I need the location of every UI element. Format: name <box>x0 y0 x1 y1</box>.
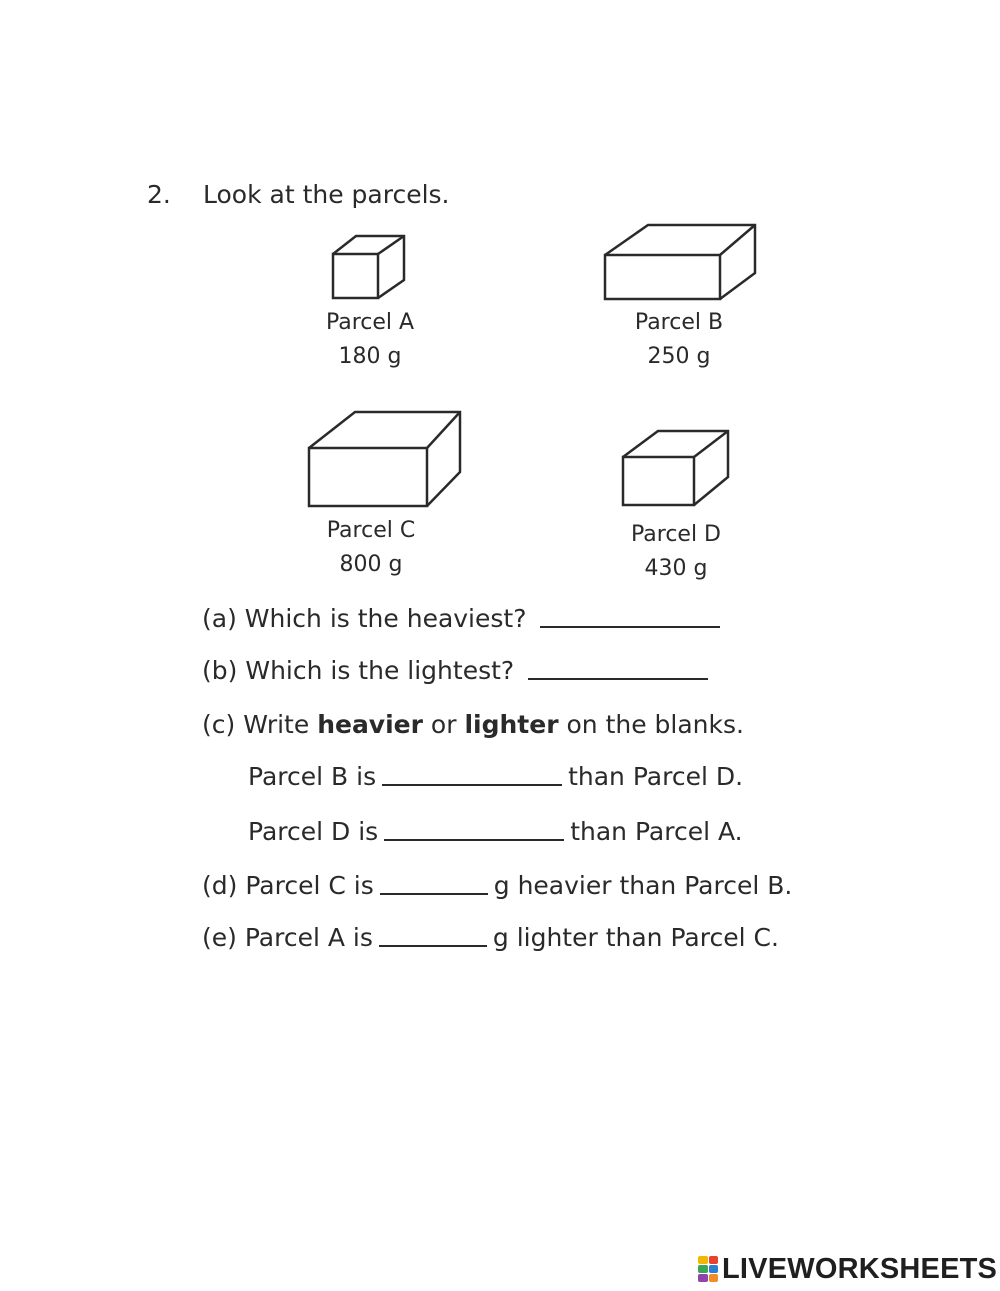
logo-square <box>709 1274 719 1282</box>
liveworksheets-logo-icon <box>698 1256 718 1282</box>
answer-d-blank[interactable] <box>380 871 488 895</box>
part-a-label: (a) <box>202 604 237 633</box>
answer-b-blank[interactable] <box>528 656 708 680</box>
part-c-text-3: on the blanks. <box>566 710 744 739</box>
parcel-a-name: Parcel A <box>325 310 415 335</box>
part-c-line-2-before: Parcel D is <box>248 817 379 846</box>
parcel-b-name: Parcel B <box>634 310 724 335</box>
part-c-line-2 <box>248 817 743 847</box>
part-b-question: Which is the lightest? <box>245 656 515 685</box>
logo-square <box>698 1256 708 1264</box>
part-e-row <box>202 923 779 953</box>
part-c-label: (c) <box>202 710 236 739</box>
answer-a-input[interactable] <box>540 608 720 630</box>
parcel-c-box <box>307 410 463 510</box>
liveworksheets-logo-text: LIVEWORKSHEETS <box>722 1252 998 1285</box>
part-d-row <box>202 871 792 901</box>
part-c-row <box>202 710 744 740</box>
parcel-d-weight: 430 g <box>644 556 708 581</box>
answer-d-input[interactable] <box>380 875 488 897</box>
parcel-b-weight: 250 g <box>647 344 711 369</box>
part-b-label: (b) <box>202 656 238 685</box>
answer-c1-input[interactable] <box>382 766 562 788</box>
part-c-bold-lighter: lighter <box>464 710 559 739</box>
question-number: 2. <box>147 180 171 209</box>
part-b-row <box>202 656 714 686</box>
part-c-text-1: Write <box>243 710 310 739</box>
part-c-bold-heavier: heavier <box>317 710 423 739</box>
answer-c1-blank[interactable] <box>382 762 562 786</box>
question-prompt: Look at the parcels. <box>203 180 450 209</box>
answer-c2-input[interactable] <box>384 821 564 843</box>
part-c-line-1 <box>248 762 743 792</box>
answer-e-input[interactable] <box>379 927 487 949</box>
answer-e-blank[interactable] <box>379 923 487 947</box>
parcel-d-box <box>621 429 731 509</box>
part-e-after: g lighter than Parcel C. <box>492 923 779 952</box>
part-c-line-1-before: Parcel B is <box>248 762 377 791</box>
part-c-text-2: or <box>430 710 457 739</box>
part-e-label: (e) <box>202 923 237 952</box>
part-e-before: Parcel A is <box>244 923 373 952</box>
logo-square <box>698 1274 708 1282</box>
part-d-after: g heavier than Parcel B. <box>493 871 793 900</box>
parcel-c-weight: 800 g <box>339 552 403 577</box>
part-c-line-2-after: than Parcel A. <box>570 817 743 846</box>
parcel-c-name: Parcel C <box>326 518 416 543</box>
logo-square <box>709 1256 719 1264</box>
parcel-d-name: Parcel D <box>631 522 721 547</box>
liveworksheets-logo[interactable] <box>698 1254 997 1284</box>
part-d-before: Parcel C is <box>245 871 374 900</box>
answer-a-blank[interactable] <box>540 604 720 628</box>
parcel-a-weight: 180 g <box>338 344 402 369</box>
part-a-row <box>202 604 726 634</box>
answer-c2-blank[interactable] <box>384 817 564 841</box>
part-a-question: Which is the heaviest? <box>244 604 527 633</box>
part-d-label: (d) <box>202 871 238 900</box>
logo-square <box>698 1265 708 1273</box>
parcel-b-box <box>603 223 758 303</box>
logo-square <box>709 1265 719 1273</box>
part-c-line-1-after: than Parcel D. <box>568 762 744 791</box>
answer-b-input[interactable] <box>528 660 708 682</box>
parcel-a-box <box>330 234 410 302</box>
